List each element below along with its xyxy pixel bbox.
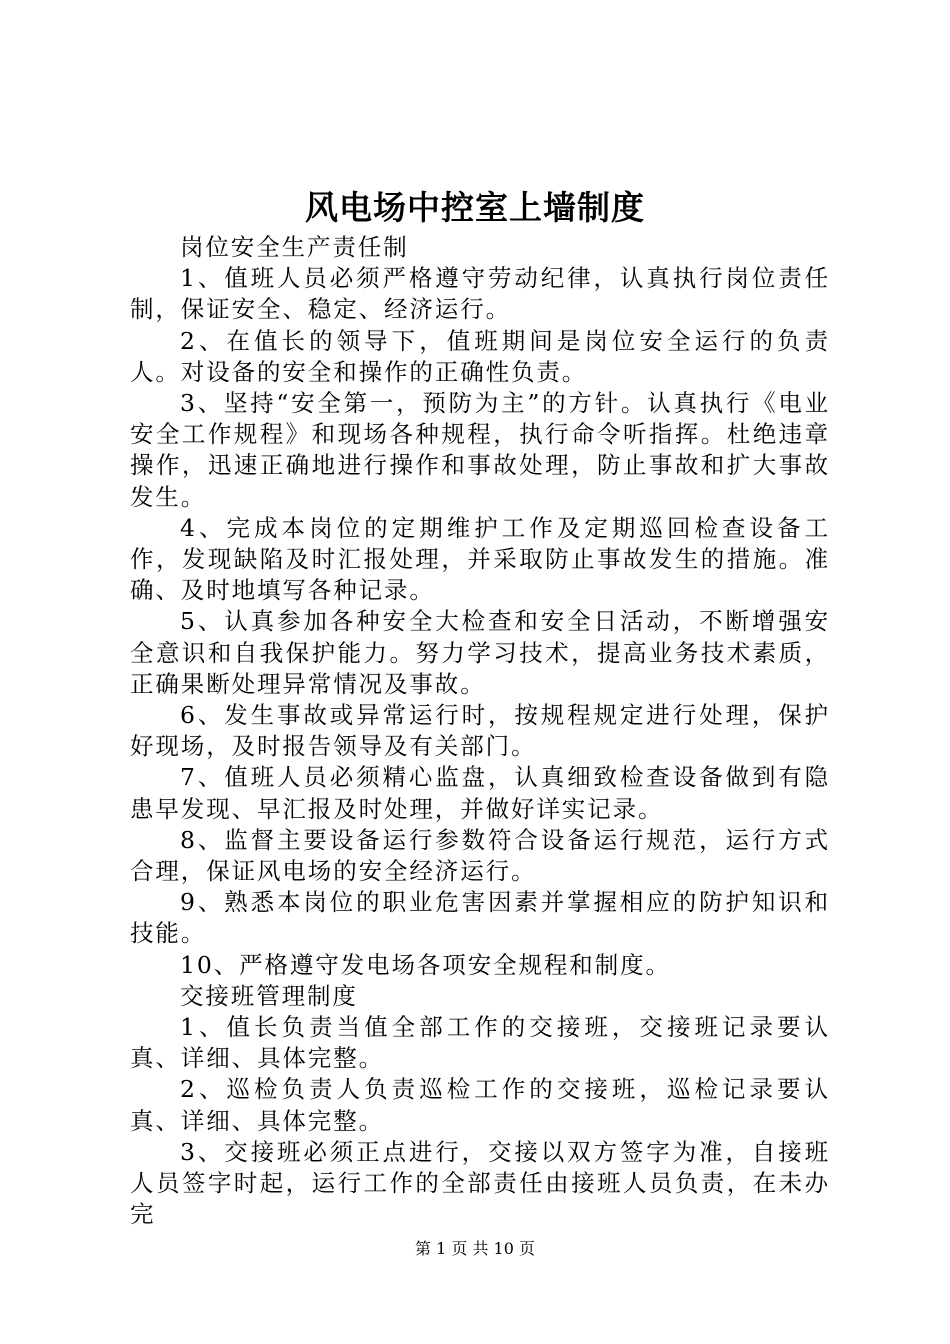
paragraph: 4、完成本岗位的定期维护工作及定期巡回检查设备工作，发现缺陷及时汇报处理，并采取防止事故发生的措施。准确、及时地填写各种记录。 bbox=[130, 513, 830, 605]
paragraph: 2、巡检负责人负责巡检工作的交接班，巡检记录要认真、详细、具体完整。 bbox=[130, 1075, 830, 1135]
paragraph: 10、严格遵守发电场各项安全规程和制度。 bbox=[180, 950, 671, 979]
paragraph: 1、值班人员必须严格遵守劳动纪律，认真执行岗位责任制，保证安全、稳定、经济运行。 bbox=[130, 264, 830, 324]
paragraph: 6、发生事故或异常运行时，按规程规定进行处理，保护好现场，及时报告领导及有关部门。 bbox=[130, 701, 830, 761]
paragraph: 2、在值长的领导下，值班期间是岗位安全运行的负责人。对设备的安全和操作的正确性负责。 bbox=[130, 326, 830, 386]
paragraph: 5、认真参加各种安全大检查和安全日活动，不断增强安全意识和自我保护能力。努力学习技术，提高业务技术素质，正确果断处理异常情况及事故。 bbox=[130, 607, 830, 698]
document-body bbox=[130, 232, 830, 1231]
paragraph: 8、监督主要设备运行参数符合设备运行规范，运行方式合理，保证风电场的安全经济运行。 bbox=[130, 825, 830, 886]
paragraph: 9、熟悉本岗位的职业危害因素并掌握相应的防护知识和技能。 bbox=[130, 888, 830, 948]
section-heading: 交接班管理制度 bbox=[180, 981, 358, 1010]
paragraph: 7、值班人员必须精心监盘，认真细致检查设备做到有隐患早发现、早汇报及时处理，并做好详实记录。 bbox=[130, 763, 830, 823]
page-number-footer: 第 1 页 共 10 页 bbox=[415, 1239, 535, 1258]
paragraph: 3、坚持“安全第一，预防为主”的方针。认真执行《电业安全工作规程》和现场各种规程，执行命令听指挥。杜绝违章操作，迅速正确地进行操作和事故处理，防止事故和扩大事故发生。 bbox=[130, 389, 830, 511]
section-heading: 岗位安全生产责任制 bbox=[180, 233, 409, 261]
paragraph: 3、交接班必须正点进行，交接以双方签字为准，自接班人员签字时起，运行工作的全部责任由接班人员负责，在未办完 bbox=[130, 1137, 830, 1229]
paragraph: 1、值长负责当值全部工作的交接班，交接班记录要认真、详细、具体完整。 bbox=[130, 1013, 830, 1073]
document-title: 风电场中控室上墙制度 bbox=[305, 188, 645, 227]
